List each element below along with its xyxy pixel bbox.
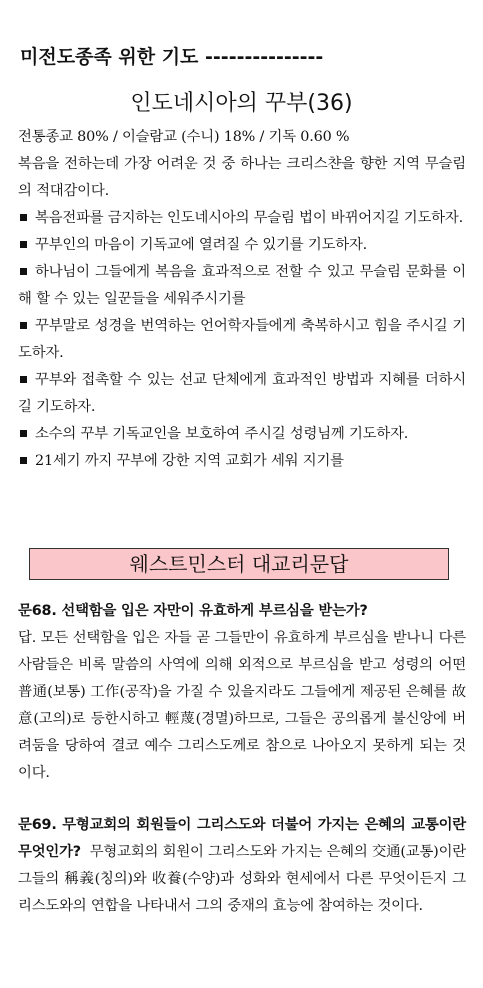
prayer-item-text: 소수의 꾸부 기독교인을 보호하여 주시길 성령님께 기도하자. <box>35 426 409 442</box>
square-bullet-icon <box>20 241 27 248</box>
people-group-title: 인도네시아의 꾸부(36) <box>130 91 353 116</box>
prayer-item <box>18 421 466 448</box>
question-69: 문69. 무형교회의 회원들이 그리스도와 더불어 가지는 은혜의 교통이란 무엇인가? <box>18 817 466 860</box>
religion-statistics: 전통종교 80% / 이슬람교 (수니) 18% / 기독 0.60 % <box>18 129 350 145</box>
prayer-item-text: 21세기 까지 꾸부에 강한 지역 교회가 세워 지기를 <box>35 453 344 469</box>
prayer-section-header: 미전도종족 위한 기도 --------------- <box>20 46 324 68</box>
prayer-item-text: 복음전파를 금지하는 인도네시아의 무슬림 법이 바뀌어지길 기도하자. <box>35 210 463 226</box>
prayer-item <box>18 205 466 232</box>
prayer-item <box>18 448 466 475</box>
square-bullet-icon <box>20 322 27 329</box>
prayer-item <box>18 232 466 259</box>
prayer-list <box>18 205 466 475</box>
answer-69: 무형교회의 회원이 그리스도와 가지는 은혜의 交通(교통)이란 그들의 稱義(칭의)와 收養(수양)과 성화와 현세에서 다른 무엇이든지 그리스도와의 연합을 나타내서 그의 중재의 효능에 참여하는 것이다. <box>18 844 466 914</box>
square-bullet-icon <box>20 268 27 275</box>
square-bullet-icon <box>20 214 27 221</box>
intro-paragraph: 복음을 전하는데 가장 어려운 것 중 하나는 크리스챤을 향한 지역 무슬림의 적대감이다. <box>18 156 466 199</box>
question-68: 문68. 선택함을 입은 자만이 유효하게 부르심을 받는가? <box>18 603 368 619</box>
prayer-item <box>18 313 466 367</box>
prayer-item-text: 꾸부와 접촉할 수 있는 선교 단체에게 효과적인 방법과 지혜를 더하시길 기도하자. <box>18 372 466 415</box>
prayer-item <box>18 367 466 421</box>
prayer-item-text: 꾸부말로 성경을 번역하는 언어학자들에게 축복하시고 힘을 주시길 기도하자. <box>18 318 466 361</box>
answer-68: 답. 모든 선택함을 입은 자들 곧 그들만이 유효하게 부르심을 받나니 다른 사람들은 비록 말씀의 사역에 의해 외적으로 부르심을 받고 성령의 어떤 普通(보통) 工作(공작)을 가질 수 있을지라도 그들에게 제공된 은혜를 故意(고의)로 등한시하고 輕蔑(경멸)하므로, 그들은 공의롭게 불신앙에 버려둠을 당하여 결코 예수 그리스도께로 참으로 나아오지 못하게 되는 것이다. <box>18 630 466 781</box>
catechism-qa-68 <box>18 598 466 787</box>
catechism-qa-69 <box>18 812 466 920</box>
square-bullet-icon <box>20 376 27 383</box>
prayer-item-text: 꾸부인의 마음이 기독교에 열려질 수 있기를 기도하자. <box>35 237 368 253</box>
square-bullet-icon <box>20 430 27 437</box>
prayer-item-text: 하나님이 그들에게 복음을 효과적으로 전할 수 있고 무슬림 문화를 이해 할 수 있는 일꾼들을 세워주시기를 <box>18 264 466 307</box>
catechism-banner: 웨스트민스터 대교리문답 <box>29 548 449 580</box>
square-bullet-icon <box>20 457 27 464</box>
prayer-item <box>18 259 466 313</box>
